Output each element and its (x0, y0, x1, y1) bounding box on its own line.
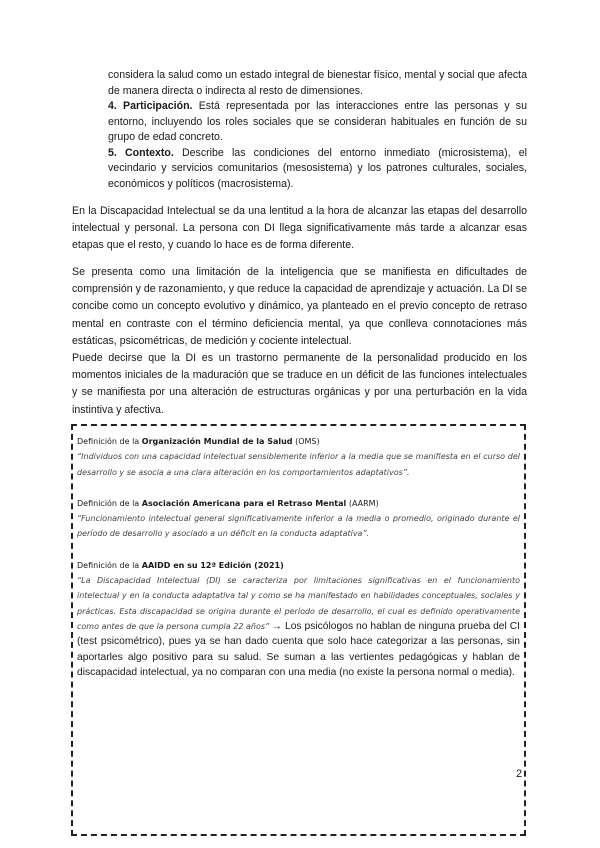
definition-aaidd-quote (77, 573, 520, 680)
definition-aaidd-prefix: Definición de la (77, 560, 142, 570)
dimension-4-text: Está representada por las interacciones entre las personas y su entorno, incluyendo los roles sociales que se consideran habituales en función de su grupo de edad concreto. (108, 100, 527, 143)
dimension-4-label: 4. Participación. (108, 100, 193, 112)
paragraph-limitacion: Se presenta como una limitación de la inteligencia que se manifiesta en dificultades de comprensión y de razonamiento, y que reduce la capacidad de aprendizaje y actuación. La DI se concibe como un concepto evolutivo y dinámico, ya planteado en el previo concepto de retraso mental en contraste con el término deficiencia mental, ya que conlleva connotaciones más estáticas, psicométricas, de medición y cociente intelectual. (72, 266, 527, 347)
dimension-4 (108, 99, 527, 146)
definition-oms-suffix: (OMS) (292, 437, 320, 446)
dimension-5 (108, 146, 527, 193)
definition-aaidd-comment: → Los psicólogos no hablan de ninguna prueba del CI (test psicométrico), pues ya se han dado cuenta que solo hace categorizar a las personas, sin aportarles algo positivo para su salud. Se suman a las vertientes pedagógicas y hablan de discapacidad intelectual, ya no comparan con una media (no existe la persona normal o media). (77, 620, 521, 678)
definition-aaidd-org: AAIDD en su 12ª Edición (2021) (141, 560, 284, 570)
paragraph-lentitud: En la Discapacidad Intelectual se da una lentitud a la hora de alcanzar las etapas del desarrollo intelectual y personal. La persona con DI llega significativamente más tarde a alcanzar esas etapas que el resto, y cuando lo hace es de forma diferente. (72, 205, 527, 252)
definition-aarm-title (77, 496, 520, 511)
definition-oms-title (77, 434, 520, 449)
definition-aarm-prefix: Definición de la (77, 498, 142, 508)
page-number: 2 (516, 768, 523, 780)
dimension-list (108, 68, 527, 192)
definition-oms-quote: “Individuos con una capacidad intelectual sensiblemente inferior a la media que se manifiesta en el curso del desarrollo y se asocia a una clara alteración en los comportamientos adaptativos”. (77, 452, 520, 477)
definition-aaidd-title (77, 558, 520, 573)
definition-aaidd-quote-text: “La Discapacidad Intelectual (DI) se caracteriza por limitaciones significativas en el funcionamiento intelectual y en la conducta adaptativa tal y como se ha manifestado en habilidades conceptuales, sociales y prácticas. Esta discapacidad se origina durante el período de desarrollo, el cual es definido operativamente como antes de que la persona cumpla 22 años” (77, 576, 520, 631)
definition-oms-prefix: Definición de la (77, 437, 142, 446)
definition-aarm-quote: “Funcionamiento intelectual general significativamente inferior a la media o promedio, originado durante el período de desarrollo y asociado a un déficit en la conducta adaptativa”. (77, 514, 520, 539)
dimension-3-continuation: considera la salud como un estado integral de bienestar físico, mental y social que afecta de manera directa o indirecta al resto de dimensiones. (108, 69, 527, 97)
definition-aarm-org: Asociación Americana para el Retraso Mental (141, 498, 347, 508)
paragraph-trastorno: Puede decirse que la DI es un trastorno permanente de la personalidad producido en los momentos iniciales de la maduración que se traduce en un déficit de las funciones intelectuales y se manifiesta por una alteración de estructuras orgánicas y por una perturbación en la vida instintiva y afectiva. (72, 352, 527, 416)
definition-oms-org: Organización Mundial de la Salud (141, 437, 293, 446)
dimension-5-label: 5. Contexto. (108, 146, 174, 159)
definition-aarm-suffix: (AARM) (346, 498, 379, 508)
dimension-5-text: Describe las condiciones del entorno inmediato (microsistema), el vecindario y servicios comunitarios (mesosistema) y los patrones culturales, sociales, económicos y políticos (macrosistema). (108, 146, 527, 190)
definitions-box (71, 424, 526, 836)
